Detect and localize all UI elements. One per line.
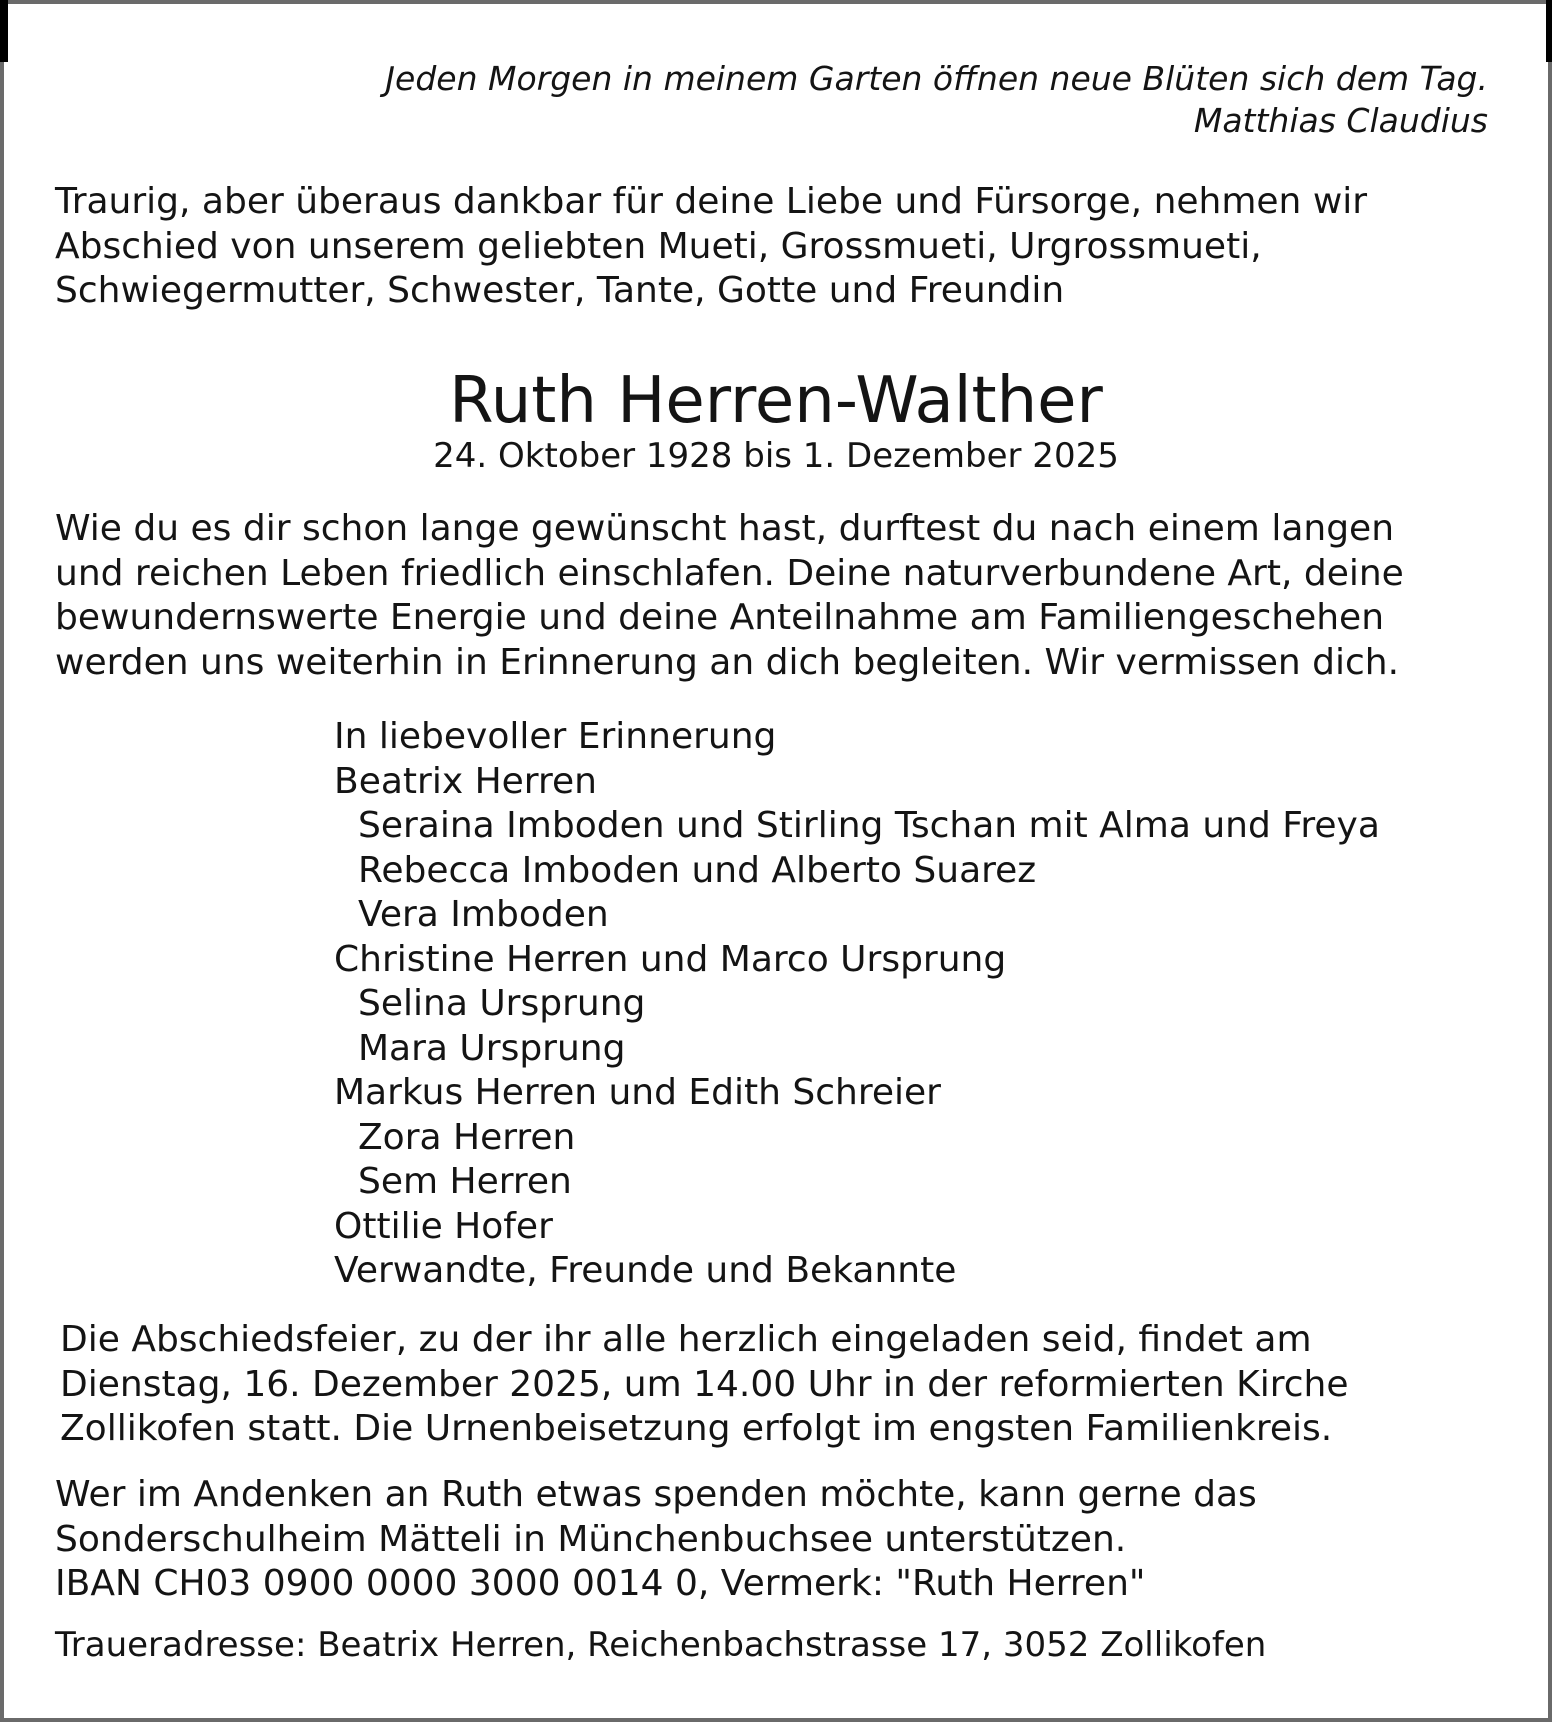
mourning-address: Traueradresse: Beatrix Herren, Reichenbachstrasse 17, 3052 Zollikofen [55, 1625, 1267, 1665]
epigraph-text: Jeden Morgen in meinem Garten öffnen neue Blüten sich dem Tag. [385, 59, 1488, 98]
mourner: Beatrix Herren [334, 760, 597, 802]
mourner: Christine Herren und Marco Ursprung [334, 938, 1007, 980]
mourner-sub: Vera Imboden [358, 894, 609, 935]
donation-line: Sonderschulheim Mätteli in Münchenbuchsee unterstützen. [55, 1518, 1127, 1560]
service-line: Dienstag, 16. Dezember 2025, um 14.00 Uhr in der reformierten Kirche [60, 1363, 1349, 1405]
mourner: Verwandte, Freunde und Bekannte [334, 1250, 957, 1291]
mourner: Ottilie Hofer [334, 1205, 553, 1247]
intro-paragraph [55, 180, 1367, 314]
deceased-name: Ruth Herren-Walther [449, 364, 1103, 438]
mourner-sub: Mara Ursprung [358, 1027, 626, 1069]
tribute-paragraph [55, 507, 1404, 685]
intro-line: Schwiegermutter, Schwester, Tante, Gotte und Freundin [55, 270, 1065, 311]
mourner-sub: Seraina Imboden und Stirling Tschan mit Alma und Freya [358, 805, 1380, 846]
mourners-heading: In liebevoller Erinnerung [334, 716, 777, 757]
mourner-sub: Zora Herren [358, 1116, 576, 1158]
crop-mark-left [0, 0, 8, 62]
service-paragraph [60, 1318, 1348, 1452]
mourner-sub: Selina Ursprung [358, 983, 646, 1024]
intro-line: Traurig, aber überaus dankbar für deine Liebe und Fürsorge, nehmen wir [55, 181, 1368, 222]
service-line: Zollikofen statt. Die Urnenbeisetzung erfolgt im engsten Familienkreis. [60, 1408, 1333, 1449]
epigraph [385, 58, 1488, 142]
tribute-line: Wie du es dir schon lange gewünscht hast, durftest du nach einem langen [55, 508, 1395, 549]
mourner-sub: Sem Herren [358, 1161, 572, 1202]
tribute-line: bewundernswerte Energie und deine Anteilnahme am Familiengeschehen [55, 597, 1385, 638]
donation-line: Wer im Andenken an Ruth etwas spenden möchte, kann gerne das [55, 1474, 1257, 1515]
service-line: Die Abschiedsfeier, zu der ihr alle herzlich eingeladen seid, findet am [60, 1319, 1312, 1360]
intro-line: Abschied von unserem geliebten Mueti, Grossmueti, Urgrossmueti, [55, 225, 1262, 267]
crop-mark-right [1546, 0, 1552, 62]
donation-iban: IBAN CH03 0900 0000 3000 0014 0, Vermerk: "Ruth Herren" [55, 1563, 1146, 1604]
tribute-line: und reichen Leben friedlich einschlafen. Deine naturverbundene Art, deine [55, 552, 1404, 594]
epigraph-author: Matthias Claudius [1193, 101, 1488, 140]
mourner: Markus Herren und Edith Schreier [334, 1072, 941, 1113]
tribute-line: werden uns weiterhin in Erinnerung an dich begleiten. Wir vermissen dich. [55, 641, 1400, 683]
donation-paragraph [55, 1473, 1257, 1607]
mourner-sub: Rebecca Imboden und Alberto Suarez [358, 849, 1037, 891]
mourners-list [334, 715, 1380, 1294]
life-dates: 24. Oktober 1928 bis 1. Dezember 2025 [433, 436, 1119, 476]
